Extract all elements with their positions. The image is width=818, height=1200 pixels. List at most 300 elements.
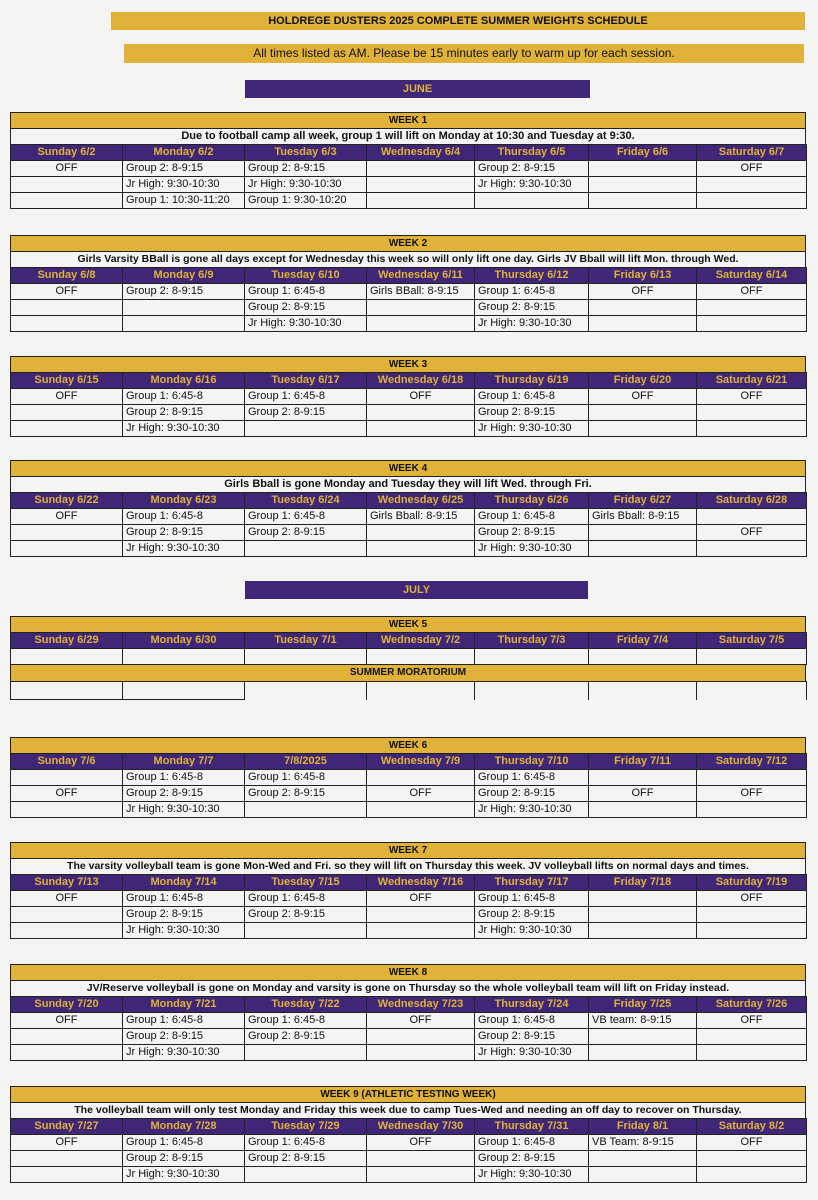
schedule-cell: [245, 1167, 367, 1183]
schedule-cell: [589, 923, 697, 939]
schedule-cell: [367, 770, 475, 786]
day-header: Monday 7/28: [123, 1119, 245, 1135]
schedule-cell: [475, 649, 589, 665]
schedule-cell: Jr High: 9:30-10:30: [123, 1167, 245, 1183]
schedule-cell: [589, 193, 697, 209]
schedule-cell: OFF: [697, 284, 807, 300]
table-row: [11, 907, 807, 923]
schedule-cell: OFF: [697, 786, 807, 802]
table-row: [11, 541, 807, 557]
day-header: Saturday 7/26: [697, 997, 807, 1013]
day-header: Thursday 6/5: [475, 145, 589, 161]
week-schedule-table: [10, 874, 807, 939]
schedule-cell: [589, 405, 697, 421]
table-row: [11, 300, 807, 316]
day-header: Tuesday 7/22: [245, 997, 367, 1013]
schedule-cell: [697, 193, 807, 209]
week-schedule-table: [10, 996, 807, 1061]
schedule-cell: [123, 649, 245, 665]
schedule-cell: [11, 923, 123, 939]
schedule-cell: [367, 177, 475, 193]
day-header: Friday 7/11: [589, 754, 697, 770]
schedule-cell: [367, 682, 475, 700]
schedule-cell: Girls Bball: 8-9:15: [367, 509, 475, 525]
schedule-cell: [11, 770, 123, 786]
schedule-cell: VB team: 8-9:15: [589, 1013, 697, 1029]
schedule-cell: [589, 682, 697, 700]
day-header: Sunday 6/29: [11, 633, 123, 649]
day-header: Thursday 7/17: [475, 875, 589, 891]
schedule-cell: Jr High: 9:30-10:30: [475, 802, 589, 818]
schedule-cell: OFF: [367, 1135, 475, 1151]
schedule-cell: Group 1: 6:45-8: [123, 509, 245, 525]
schedule-cell: Group 2: 8-9:15: [475, 405, 589, 421]
schedule-cell: Group 1: 6:45-8: [475, 389, 589, 405]
schedule-cell: OFF: [367, 389, 475, 405]
schedule-cell: Group 1: 10:30-11:20: [123, 193, 245, 209]
schedule-cell: [245, 682, 367, 700]
schedule-cell: Jr High: 9:30-10:30: [123, 923, 245, 939]
schedule-cell: OFF: [11, 1135, 123, 1151]
day-header: Saturday 8/2: [697, 1119, 807, 1135]
day-header: Tuesday 7/29: [245, 1119, 367, 1135]
schedule-cell: OFF: [367, 891, 475, 907]
schedule-cell: OFF: [11, 1013, 123, 1029]
schedule-cell: Jr High: 9:30-10:30: [123, 1045, 245, 1061]
schedule-cell: [123, 316, 245, 332]
schedule-cell: [11, 1029, 123, 1045]
week-message: Due to football camp all week, group 1 will lift on Monday at 10:30 and Tuesday at 9:30.: [10, 128, 806, 144]
day-header: Monday 7/7: [123, 754, 245, 770]
schedule-cell: [367, 421, 475, 437]
table-row: [11, 770, 807, 786]
table-row: [11, 1013, 807, 1029]
week-message: The varsity volleyball team is gone Mon-Wed and Fri. so they will lift on Thursday this week. JV volleyball lifts on normal days and times.: [10, 858, 806, 874]
schedule-cell: OFF: [11, 389, 123, 405]
day-header: Friday 7/18: [589, 875, 697, 891]
schedule-cell: Jr High: 9:30-10:30: [475, 177, 589, 193]
schedule-cell: Jr High: 9:30-10:30: [123, 177, 245, 193]
schedule-cell: OFF: [11, 284, 123, 300]
schedule-cell: [697, 541, 807, 557]
week-title: WEEK 3: [10, 356, 806, 372]
week-block: [10, 616, 806, 700]
day-header: Monday 7/14: [123, 875, 245, 891]
week-block: [10, 842, 806, 939]
schedule-cell: [589, 802, 697, 818]
schedule-cell: Group 2: 8-9:15: [123, 1029, 245, 1045]
schedule-cell: [245, 649, 367, 665]
day-header: Saturday 6/28: [697, 493, 807, 509]
schedule-cell: [245, 802, 367, 818]
week-schedule-table: [10, 267, 807, 332]
schedule-cell: OFF: [11, 509, 123, 525]
schedule-cell: [11, 1167, 123, 1183]
schedule-cell: [11, 541, 123, 557]
schedule-cell: [697, 405, 807, 421]
schedule-cell: [245, 421, 367, 437]
week-schedule-table: [10, 492, 807, 557]
schedule-cell: OFF: [589, 284, 697, 300]
table-row: [11, 649, 807, 665]
schedule-cell: [475, 682, 589, 700]
table-row: [11, 1135, 807, 1151]
table-row: [11, 525, 807, 541]
day-header: Tuesday 6/10: [245, 268, 367, 284]
table-row: [11, 1029, 807, 1045]
schedule-cell: OFF: [697, 161, 807, 177]
schedule-cell: Group 2: 8-9:15: [475, 786, 589, 802]
schedule-cell: [589, 770, 697, 786]
schedule-cell: Group 1: 6:45-8: [245, 1013, 367, 1029]
month-july-label: JULY: [245, 581, 588, 599]
schedule-cell: Group 1: 6:45-8: [245, 509, 367, 525]
day-header: Monday 6/23: [123, 493, 245, 509]
day-header: Saturday 7/12: [697, 754, 807, 770]
week-block: [10, 964, 806, 1061]
day-header: Tuesday 6/24: [245, 493, 367, 509]
table-row: [11, 421, 807, 437]
week-title: WEEK 6: [10, 737, 806, 753]
schedule-cell: [589, 161, 697, 177]
schedule-cell: Group 1: 6:45-8: [475, 1135, 589, 1151]
schedule-cell: Group 1: 6:45-8: [123, 770, 245, 786]
schedule-cell: Jr High: 9:30-10:30: [475, 421, 589, 437]
week-title: WEEK 7: [10, 842, 806, 858]
schedule-cell: Group 1: 6:45-8: [475, 770, 589, 786]
schedule-cell: Group 1: 9:30-10:20: [245, 193, 367, 209]
day-header: Monday 6/2: [123, 145, 245, 161]
schedule-cell: OFF: [367, 1013, 475, 1029]
week-schedule-table: [10, 372, 807, 437]
schedule-cell: [367, 193, 475, 209]
schedule-cell: [367, 907, 475, 923]
schedule-cell: Group 2: 8-9:15: [123, 786, 245, 802]
schedule-cell: Group 2: 8-9:15: [123, 161, 245, 177]
schedule-cell: OFF: [11, 786, 123, 802]
week-message: JV/Reserve volleyball is gone on Monday and varsity is gone on Thursday so the whole volleyball team will lift on Friday instead.: [10, 980, 806, 996]
schedule-cell: OFF: [11, 161, 123, 177]
day-header: Tuesday 6/17: [245, 373, 367, 389]
week-message: Girls Varsity BBall is gone all days except for Wednesday this week so will only lift one day. Girls JV Bball will lift Mon. through Wed.: [10, 251, 806, 267]
day-header-row: [11, 268, 807, 284]
schedule-cell: OFF: [589, 389, 697, 405]
day-header: Wednesday 7/30: [367, 1119, 475, 1135]
table-row: [11, 316, 807, 332]
schedule-cell: Jr High: 9:30-10:30: [123, 802, 245, 818]
schedule-cell: [11, 525, 123, 541]
schedule-cell: OFF: [367, 786, 475, 802]
table-row: [11, 923, 807, 939]
schedule-cell: [589, 1167, 697, 1183]
schedule-cell: [11, 405, 123, 421]
day-header: Friday 6/6: [589, 145, 697, 161]
day-header: Friday 7/25: [589, 997, 697, 1013]
week-title: WEEK 8: [10, 964, 806, 980]
schedule-cell: [697, 907, 807, 923]
day-header: Sunday 7/27: [11, 1119, 123, 1135]
day-header: Monday 6/16: [123, 373, 245, 389]
schedule-cell: [589, 525, 697, 541]
schedule-cell: Group 2: 8-9:15: [475, 525, 589, 541]
day-header: Wednesday 7/23: [367, 997, 475, 1013]
schedule-cell: [589, 177, 697, 193]
schedule-cell: [367, 923, 475, 939]
schedule-cell: [245, 1045, 367, 1061]
day-header: Monday 7/21: [123, 997, 245, 1013]
schedule-cell: [697, 770, 807, 786]
day-header: Wednesday 6/4: [367, 145, 475, 161]
day-header: Friday 6/13: [589, 268, 697, 284]
schedule-cell: [367, 1167, 475, 1183]
page-title: HOLDREGE DUSTERS 2025 COMPLETE SUMMER WEIGHTS SCHEDULE: [111, 12, 805, 30]
schedule-cell: Group 2: 8-9:15: [123, 284, 245, 300]
day-header: Sunday 6/8: [11, 268, 123, 284]
schedule-cell: [11, 177, 123, 193]
schedule-cell: OFF: [697, 891, 807, 907]
schedule-cell: Jr High: 9:30-10:30: [475, 923, 589, 939]
week-block: [10, 1086, 806, 1183]
schedule-cell: Group 1: 6:45-8: [123, 389, 245, 405]
schedule-cell: Group 2: 8-9:15: [245, 907, 367, 923]
day-header: Wednesday 7/9: [367, 754, 475, 770]
week-schedule-table: [10, 632, 807, 665]
schedule-cell: [589, 300, 697, 316]
day-header: Saturday 6/14: [697, 268, 807, 284]
moratorium-table: [10, 681, 807, 700]
day-header-row: [11, 493, 807, 509]
schedule-cell: Jr High: 9:30-10:30: [245, 177, 367, 193]
schedule-cell: [697, 316, 807, 332]
schedule-cell: Group 1: 6:45-8: [475, 509, 589, 525]
schedule-cell: [697, 649, 807, 665]
schedule-cell: Jr High: 9:30-10:30: [475, 1167, 589, 1183]
schedule-cell: Girls BBall: 8-9:15: [367, 284, 475, 300]
week-block: [10, 112, 806, 209]
day-header: Thursday 7/24: [475, 997, 589, 1013]
schedule-cell: [589, 1045, 697, 1061]
day-header-row: [11, 373, 807, 389]
schedule-cell: [11, 300, 123, 316]
week-block: [10, 235, 806, 332]
schedule-cell: Group 2: 8-9:15: [245, 1029, 367, 1045]
schedule-cell: Group 1: 6:45-8: [123, 1013, 245, 1029]
schedule-cell: Group 2: 8-9:15: [245, 161, 367, 177]
schedule-cell: Girls Bball: 8-9:15: [589, 509, 697, 525]
schedule-cell: [589, 541, 697, 557]
day-header: Thursday 7/3: [475, 633, 589, 649]
day-header: Friday 6/27: [589, 493, 697, 509]
schedule-cell: Group 1: 6:45-8: [245, 389, 367, 405]
schedule-cell: OFF: [697, 1013, 807, 1029]
day-header: Friday 8/1: [589, 1119, 697, 1135]
day-header: Tuesday 7/1: [245, 633, 367, 649]
day-header-row: [11, 633, 807, 649]
week-schedule-table: [10, 1118, 807, 1183]
week-block: [10, 460, 806, 557]
day-header: Saturday 7/19: [697, 875, 807, 891]
table-row: [11, 802, 807, 818]
schedule-cell: Group 1: 6:45-8: [123, 891, 245, 907]
table-row: [11, 786, 807, 802]
week-title: WEEK 5: [10, 616, 806, 632]
schedule-cell: [11, 682, 123, 700]
schedule-cell: [589, 1151, 697, 1167]
schedule-cell: Group 2: 8-9:15: [475, 300, 589, 316]
schedule-cell: OFF: [589, 786, 697, 802]
week-block: [10, 737, 806, 818]
table-row: [11, 509, 807, 525]
schedule-cell: Group 1: 6:45-8: [245, 284, 367, 300]
day-header: Wednesday 6/18: [367, 373, 475, 389]
schedule-cell: [11, 907, 123, 923]
table-row: [11, 177, 807, 193]
day-header: Saturday 7/5: [697, 633, 807, 649]
schedule-cell: Jr High: 9:30-10:30: [123, 541, 245, 557]
schedule-cell: [697, 509, 807, 525]
week-title: WEEK 1: [10, 112, 806, 128]
schedule-cell: [589, 421, 697, 437]
schedule-cell: Group 1: 6:45-8: [475, 284, 589, 300]
day-header: Sunday 7/20: [11, 997, 123, 1013]
day-header: Saturday 6/7: [697, 145, 807, 161]
week-title: WEEK 9 (ATHLETIC TESTING WEEK): [10, 1086, 806, 1102]
table-row: [11, 405, 807, 421]
table-row: [11, 682, 807, 700]
schedule-cell: Jr High: 9:30-10:30: [123, 421, 245, 437]
schedule-cell: [11, 802, 123, 818]
day-header-row: [11, 997, 807, 1013]
schedule-cell: [367, 1045, 475, 1061]
schedule-cell: [697, 421, 807, 437]
week-schedule-table: [10, 753, 807, 818]
table-row: [11, 891, 807, 907]
schedule-cell: [11, 316, 123, 332]
schedule-cell: Group 2: 8-9:15: [245, 1151, 367, 1167]
schedule-cell: [11, 193, 123, 209]
schedule-cell: [697, 923, 807, 939]
moratorium-banner: SUMMER MORATORIUM: [10, 665, 806, 681]
schedule-cell: OFF: [697, 525, 807, 541]
day-header: Friday 7/4: [589, 633, 697, 649]
schedule-cell: [697, 1167, 807, 1183]
schedule-cell: Group 1: 6:45-8: [245, 770, 367, 786]
schedule-cell: [697, 1045, 807, 1061]
schedule-cell: Group 2: 8-9:15: [123, 525, 245, 541]
schedule-cell: [589, 891, 697, 907]
schedule-cell: [367, 525, 475, 541]
schedule-cell: [367, 405, 475, 421]
day-header: Sunday 6/2: [11, 145, 123, 161]
week-block: [10, 356, 806, 437]
schedule-cell: [697, 802, 807, 818]
schedule-cell: Group 1: 6:45-8: [475, 891, 589, 907]
day-header: Wednesday 7/2: [367, 633, 475, 649]
schedule-cell: [589, 316, 697, 332]
schedule-cell: [11, 649, 123, 665]
week-schedule-table: [10, 144, 807, 209]
table-row: [11, 389, 807, 405]
day-header: Monday 6/30: [123, 633, 245, 649]
schedule-cell: [367, 802, 475, 818]
day-header-row: [11, 875, 807, 891]
schedule-cell: Group 2: 8-9:15: [245, 300, 367, 316]
table-row: [11, 1167, 807, 1183]
table-row: [11, 284, 807, 300]
day-header: Thursday 6/26: [475, 493, 589, 509]
day-header: Sunday 6/22: [11, 493, 123, 509]
day-header: Wednesday 7/16: [367, 875, 475, 891]
day-header: 7/8/2025: [245, 754, 367, 770]
schedule-cell: [697, 1151, 807, 1167]
table-row: [11, 193, 807, 209]
schedule-cell: [11, 1045, 123, 1061]
schedule-cell: Group 2: 8-9:15: [123, 405, 245, 421]
day-header: Sunday 6/15: [11, 373, 123, 389]
schedule-cell: [367, 300, 475, 316]
day-header: Thursday 7/10: [475, 754, 589, 770]
day-header: Sunday 7/13: [11, 875, 123, 891]
schedule-cell: Group 1: 6:45-8: [475, 1013, 589, 1029]
schedule-cell: Group 2: 8-9:15: [245, 525, 367, 541]
week-message: The volleyball team will only test Monday and Friday this week due to camp Tues-Wed and needing an off day to recover on Thursday.: [10, 1102, 806, 1118]
schedule-cell: [697, 300, 807, 316]
schedule-cell: Jr High: 9:30-10:30: [475, 1045, 589, 1061]
day-header: Friday 6/20: [589, 373, 697, 389]
schedule-cell: Group 2: 8-9:15: [475, 161, 589, 177]
schedule-cell: [589, 649, 697, 665]
day-header-row: [11, 754, 807, 770]
schedule-cell: [367, 649, 475, 665]
schedule-cell: [475, 193, 589, 209]
schedule-cell: OFF: [11, 891, 123, 907]
schedule-cell: OFF: [697, 389, 807, 405]
schedule-cell: [367, 1151, 475, 1167]
table-row: [11, 1151, 807, 1167]
schedule-cell: Jr High: 9:30-10:30: [475, 541, 589, 557]
schedule-cell: [367, 1029, 475, 1045]
schedule-cell: [589, 907, 697, 923]
schedule-cell: [245, 923, 367, 939]
schedule-cell: [367, 541, 475, 557]
day-header: Tuesday 6/3: [245, 145, 367, 161]
table-row: [11, 1045, 807, 1061]
day-header: Wednesday 6/11: [367, 268, 475, 284]
day-header-row: [11, 145, 807, 161]
month-june-label: JUNE: [245, 80, 590, 98]
schedule-cell: Group 2: 8-9:15: [123, 907, 245, 923]
schedule-cell: Group 2: 8-9:15: [475, 1029, 589, 1045]
day-header: Monday 6/9: [123, 268, 245, 284]
schedule-cell: Group 2: 8-9:15: [475, 907, 589, 923]
day-header: Wednesday 6/25: [367, 493, 475, 509]
schedule-cell: [589, 1029, 697, 1045]
week-title: WEEK 4: [10, 460, 806, 476]
schedule-cell: Group 1: 6:45-8: [123, 1135, 245, 1151]
day-header: Thursday 6/12: [475, 268, 589, 284]
schedule-cell: Group 2: 8-9:15: [245, 405, 367, 421]
schedule-cell: Group 2: 8-9:15: [123, 1151, 245, 1167]
schedule-note: All times listed as AM. Please be 15 minutes early to warm up for each session.: [124, 44, 804, 63]
schedule-cell: [245, 541, 367, 557]
day-header: Tuesday 7/15: [245, 875, 367, 891]
schedule-cell: Group 1: 6:45-8: [245, 1135, 367, 1151]
week-message: Girls Bball is gone Monday and Tuesday they will lift Wed. through Fri.: [10, 476, 806, 492]
schedule-cell: Jr High: 9:30-10:30: [475, 316, 589, 332]
day-header: Saturday 6/21: [697, 373, 807, 389]
day-header: Thursday 7/31: [475, 1119, 589, 1135]
table-row: [11, 161, 807, 177]
